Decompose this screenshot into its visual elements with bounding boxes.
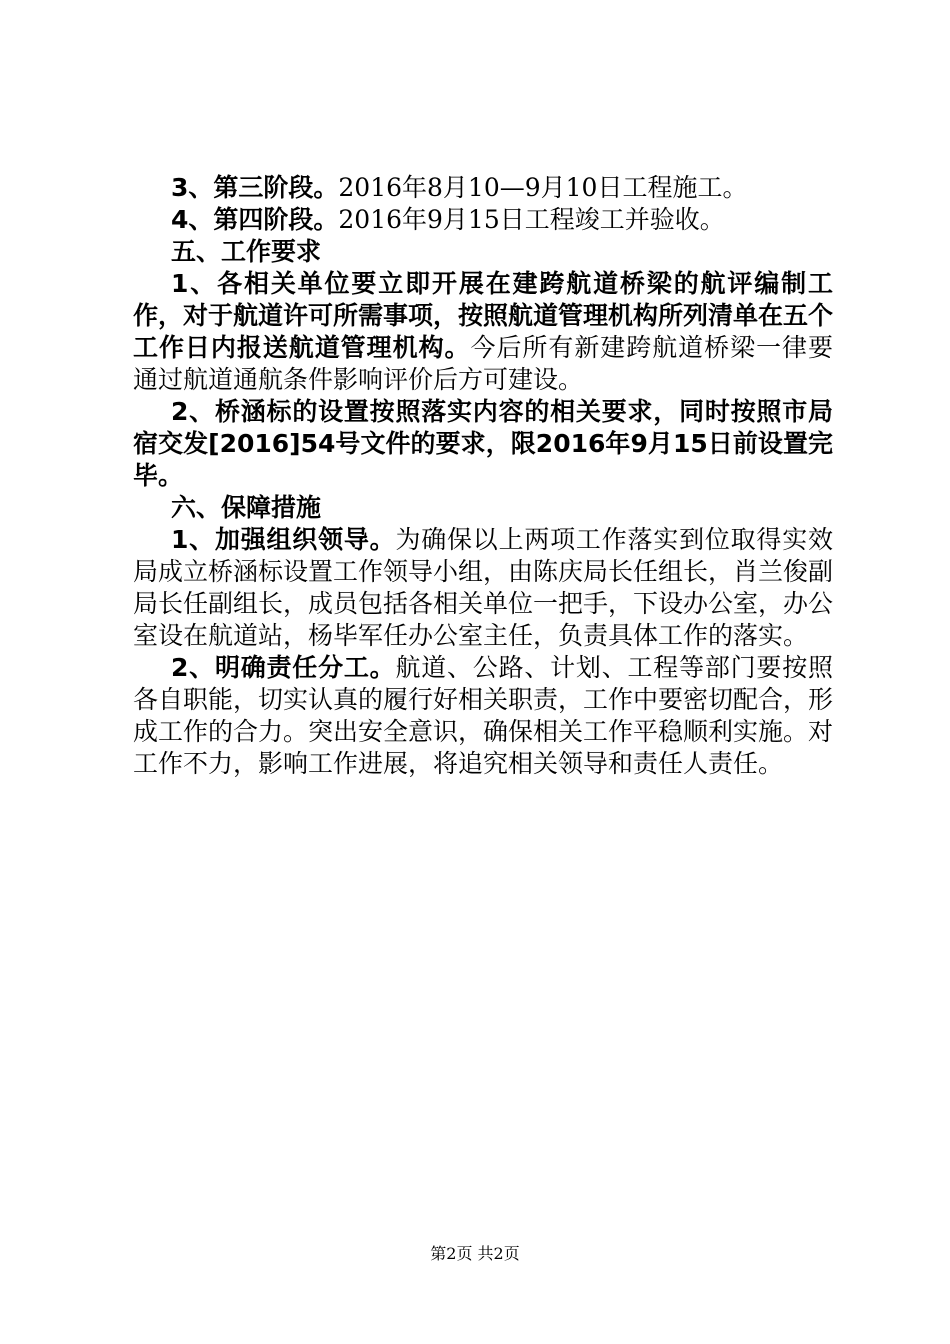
section-heading-safeguards: [133, 492, 833, 524]
paragraph-phase-3: [133, 172, 833, 204]
paragraph-requirement-2: [133, 396, 833, 492]
paragraph-text: 航道、公路、计划、工程等部门要按照各自职能，切实认真的履行好相关职责，工作中要密切配合，形成工作的合力。突出安全意识，确保相关工作平稳顺利实施。对工作不力，影响工作进展，将追究相关领导和责任人责任。: [133, 653, 834, 778]
section-heading: 六、保障措施: [171, 493, 322, 522]
paragraph-lead: 3、第三阶段。: [171, 173, 339, 202]
paragraph-requirement-1: [133, 268, 833, 396]
section-heading-work-requirements: [133, 236, 833, 268]
paragraph-lead: 2、明确责任分工。: [171, 653, 396, 682]
section-heading: 五、工作要求: [171, 237, 322, 266]
paragraph-lead: 2、桥涵标的设置按照落实内容的相关要求，同时按照市局宿交发[2016]54号文件的要求，限2016年9月15日前设置完毕。: [133, 397, 833, 490]
paragraph-lead: 1、加强组织领导。: [171, 525, 396, 554]
document-body: [133, 172, 833, 780]
page-number-label: 第2页 共2页: [430, 1244, 520, 1263]
paragraph-safeguard-1: [133, 524, 833, 652]
paragraph-text: 2016年9月15日工程竣工并验收。: [338, 205, 725, 234]
paragraph-phase-4: [133, 204, 833, 236]
paragraph-text: 为确保以上两项工作落实到位取得实效局成立桥涵标设置工作领导小组，由陈庆局长任组长，肖兰俊副局长任副组长，成员包括各相关单位一把手，下设办公室，办公室设在航道站，杨毕军任办公室主任，负责具体工作的落实。: [133, 525, 834, 650]
paragraph-lead: 4、第四阶段。: [171, 205, 339, 234]
paragraph-text: 2016年8月10—9月10日工程施工。: [338, 173, 748, 202]
paragraph-lead: 1、各相关单位要立即开展在建跨航道桥梁的航评编制工作，对于航道许可所需事项，按照航道管理机构所列清单在五个工作日内报送航道管理机构。: [133, 269, 834, 362]
page-footer: [0, 1244, 950, 1264]
paragraph-text: 今后所有新建跨航道桥梁一律要通过航道通航条件影响评价后方可建设。: [133, 333, 833, 394]
paragraph-safeguard-2: [133, 652, 833, 780]
